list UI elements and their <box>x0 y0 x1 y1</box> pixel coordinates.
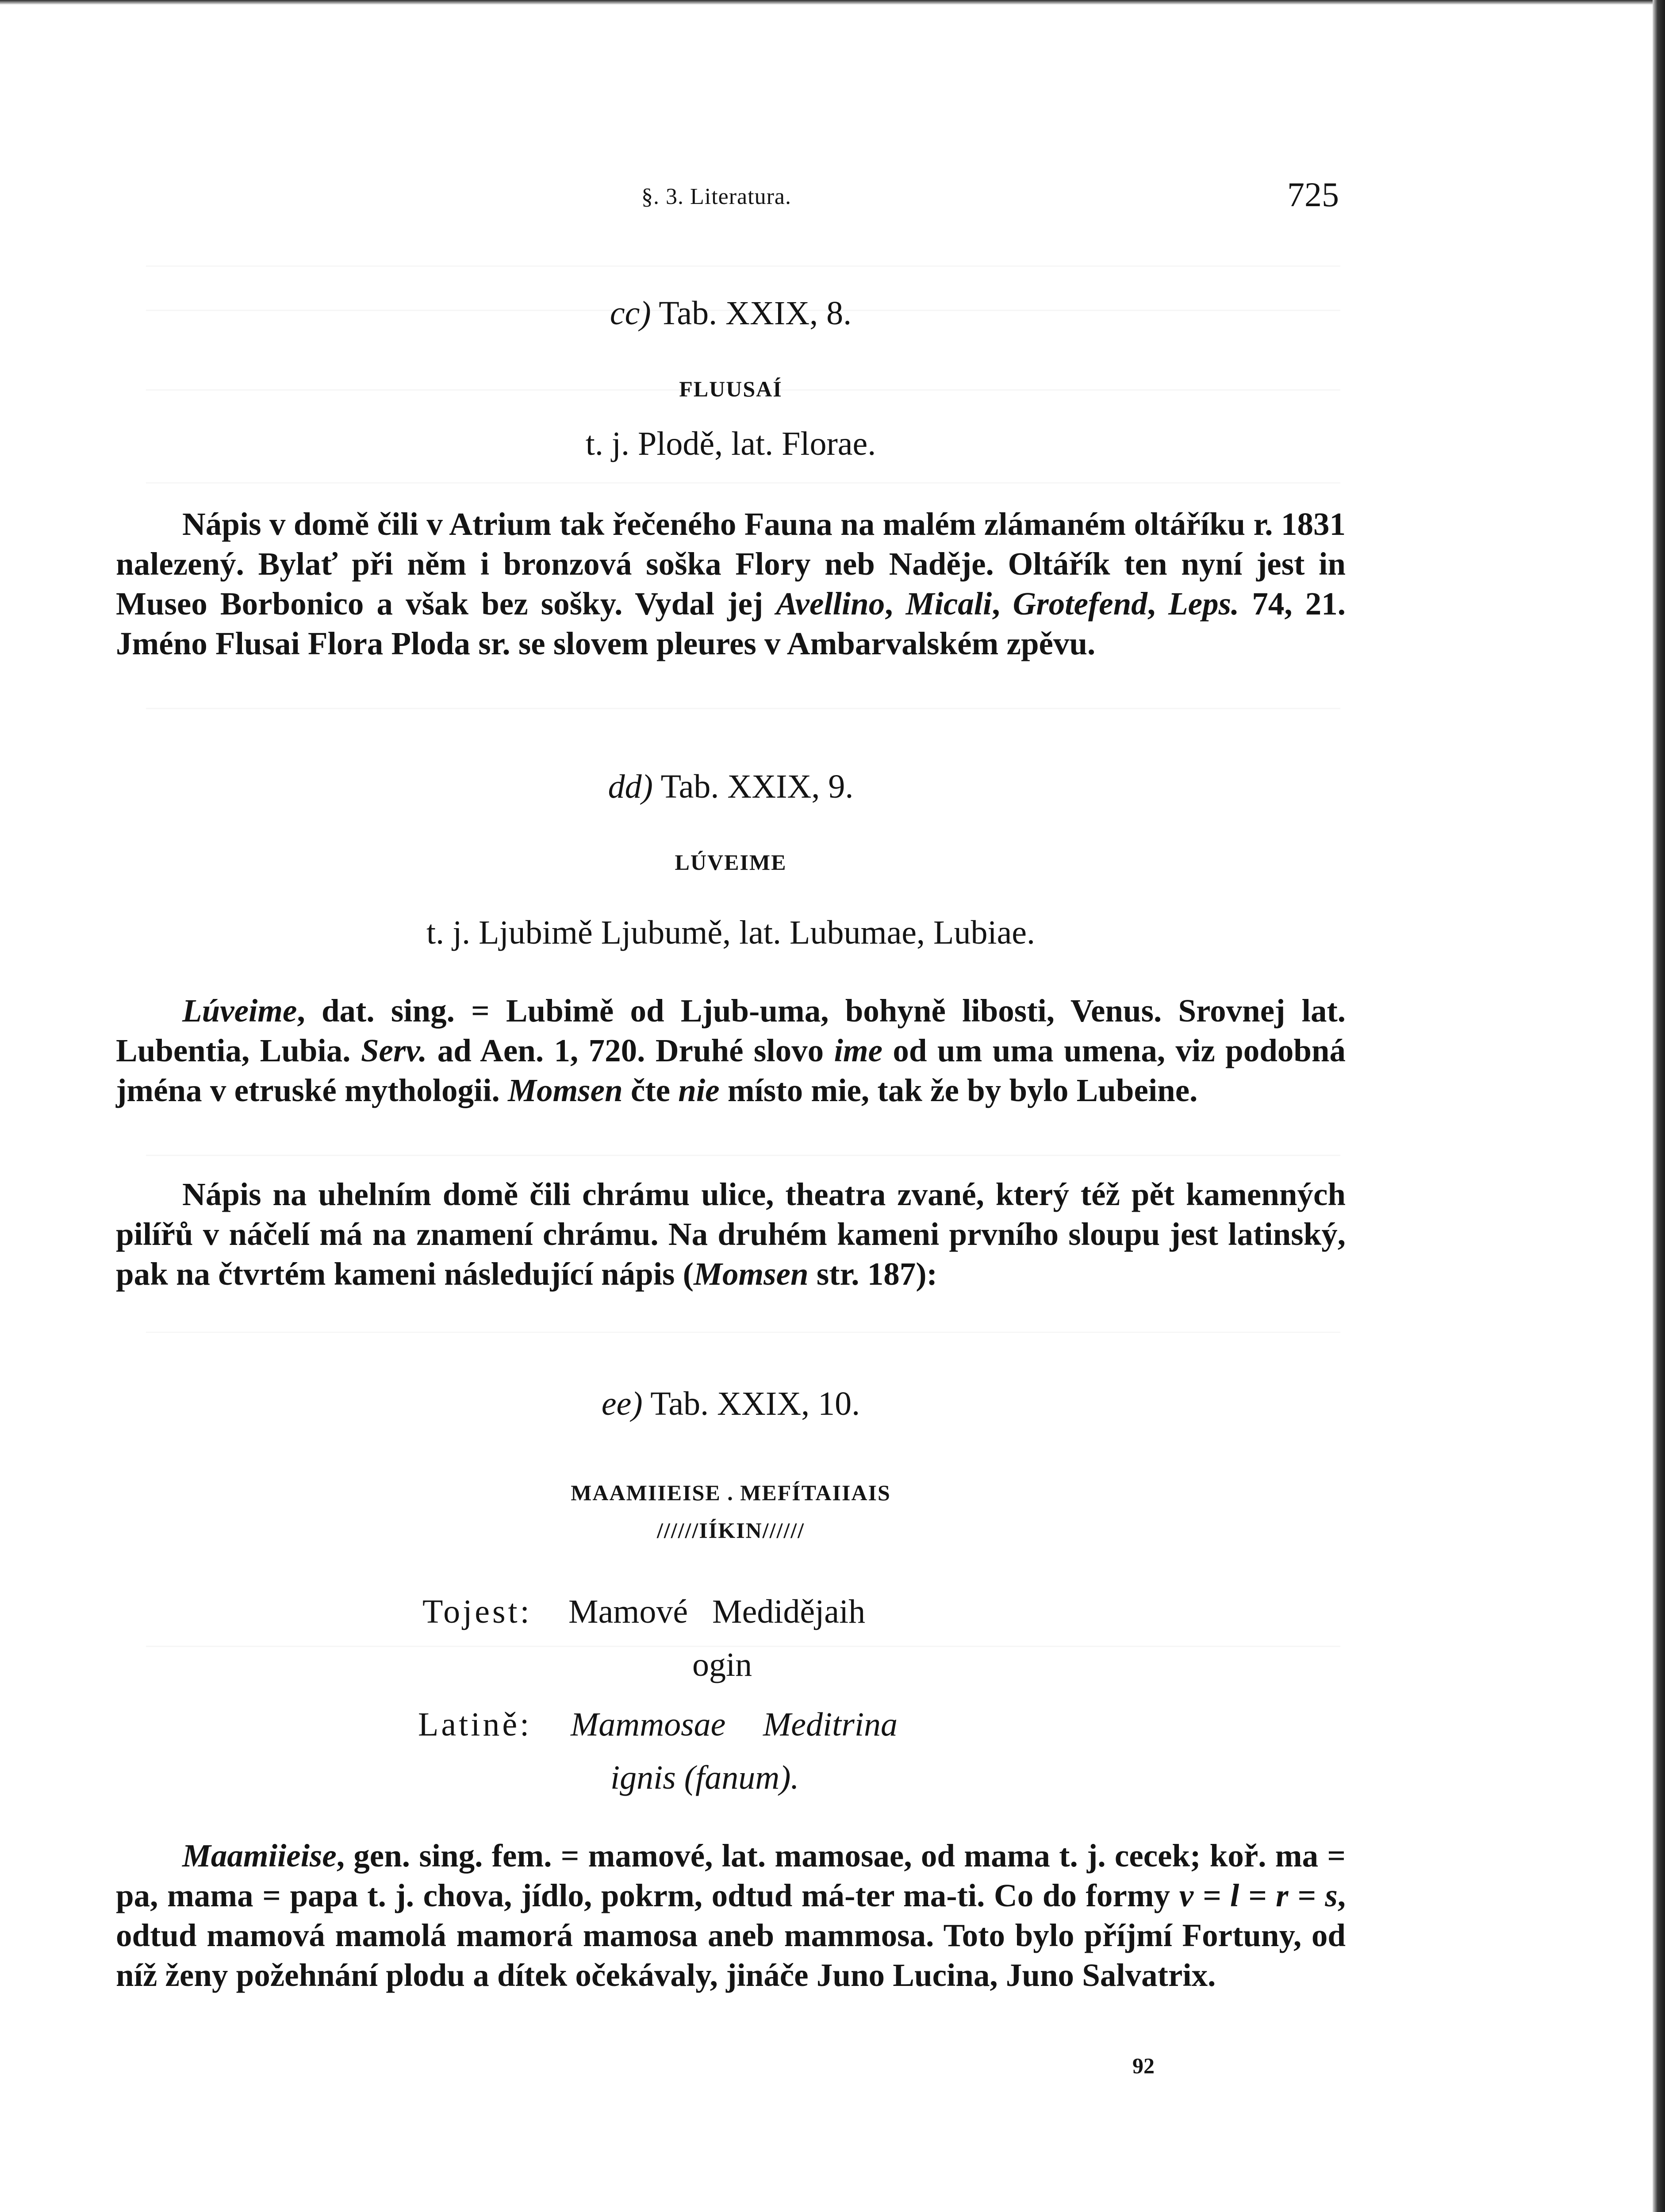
bleed-through-line <box>146 1155 1340 1156</box>
section-label: ee) <box>601 1385 643 1422</box>
text-run: , dat. sing. = Lubimě od Ljub-uma, bohyně libosti, Venus. Srovnej lat. Lubentia, Lubia. <box>116 993 1346 1068</box>
paragraph-maamiieise <box>116 1836 1346 1995</box>
term: ime <box>834 1033 882 1068</box>
page-binding-edge <box>1653 0 1665 2212</box>
latine-label: Latině: <box>418 1706 532 1743</box>
term: nie <box>678 1072 720 1108</box>
author-name: Momsen <box>693 1256 809 1292</box>
author-name: Momsen <box>508 1072 623 1108</box>
page-number: 725 <box>1287 175 1339 214</box>
text-run: Nápis v domě čili v Atrium tak řečeného Fauna na malém zlámaném oltáříku r. 1831 nalezený. Bylať při něm i bronzová soška Flory neb Naděje. Oltářík ten nyní jest in Museo Borbonico a však bez sošky. Vydal jej <box>116 506 1346 622</box>
table-reference: Tab. XXIX, 10. <box>650 1385 860 1422</box>
bleed-through-line <box>146 1332 1340 1333</box>
author-name: Leps. <box>1168 586 1239 622</box>
tojest-label: Tojest: <box>422 1593 532 1630</box>
bleed-through-line <box>146 265 1340 267</box>
author-name: Serv. <box>361 1033 427 1068</box>
section-label: cc) <box>610 295 651 332</box>
section-label: dd) <box>608 768 653 805</box>
bleed-through-line <box>146 482 1340 484</box>
table-reference: Tab. XXIX, 8. <box>659 295 852 332</box>
text-run: , odtud mamová mamolá mamorá mamosa aneb mammosa. Toto bylo příjmí Fortuny, od níž ženy požehnání plodu a dítek očekávaly, jináče Juno Lucina, Juno Salvatrix. <box>116 1878 1346 1993</box>
text-run: od um uma umena, viz podobná jména v etruské mythologii. <box>116 1033 1346 1108</box>
running-title: §. 3. Literatura. <box>641 184 791 209</box>
paragraph-luveime <box>116 991 1346 1110</box>
author-name: Micali <box>905 586 992 622</box>
text-run: ad Aen. 1, 720. Druhé slovo <box>427 1033 834 1068</box>
author-name: Grotefend <box>1013 586 1147 622</box>
inscription-maamiieise-line1: MAAMIIEISE . MEFÍTAIIAIS <box>571 1480 891 1505</box>
paragraph-uhelni-dum <box>116 1175 1346 1294</box>
author-name: Avellino <box>776 586 885 622</box>
text-run: , <box>1147 586 1169 622</box>
tojest-word: Medidějaih <box>712 1593 866 1630</box>
text-run: Nápis na uhelním domě čili chrámu ulice, theatra zvané, který též pět kamenných pilířů v náčelí má na znamení chrámu. Na druhém kameni prvního sloupu jest latinský, pak na čtvrtém kameni následující nápis ( <box>116 1176 1346 1292</box>
text-run: čte <box>622 1072 679 1108</box>
latine-word: Meditrina <box>763 1706 898 1743</box>
text-run: , gen. sing. fem. = mamové, lat. mamosae, od mama t. j. cecek; koř. ma = pa, mama = papa t. j. chova, jídlo, pokrm, odtud má-ter ma-ti. Co do formy <box>116 1838 1346 1913</box>
term: Lúveime <box>182 993 297 1029</box>
text-run: , <box>992 586 1013 622</box>
table-reference: Tab. XXIX, 9. <box>660 768 854 805</box>
inscription-luveime: LÚVEIME <box>675 850 787 875</box>
inscription-fluusai: FLUUSAÍ <box>679 376 783 401</box>
paragraph-fluusai <box>116 504 1346 664</box>
tojest-word: Mamové <box>568 1593 688 1630</box>
bleed-through-line <box>146 708 1340 709</box>
text-run: 74, 21. Jméno Flusai Flora Ploda sr. se slovem pleures v Ambarvalském zpěvu. <box>116 586 1346 661</box>
formula: v = l = r = s <box>1179 1878 1338 1913</box>
section-heading-ee <box>116 1385 1346 1423</box>
latine-word: Mammosae <box>571 1706 726 1743</box>
inscription-maamiieise-line2: //////IÍKIN////// <box>656 1518 805 1543</box>
term: Maamiieise <box>182 1838 337 1874</box>
latine-word: ignis (fanum). <box>610 1759 799 1796</box>
translation-line: t. j. Ljubimě Ljubumě, lat. Lubumae, Lubiae. <box>426 914 1036 951</box>
text-run: místo mie, tak že by bylo Lubeine. <box>719 1072 1198 1108</box>
section-heading-dd <box>116 768 1346 806</box>
section-heading-cc <box>116 294 1346 333</box>
text-run: , <box>885 586 906 622</box>
text-run: str. 187): <box>808 1256 937 1292</box>
signature-mark: 92 <box>1132 2053 1155 2078</box>
translation-line: t. j. Plodě, lat. Florae. <box>585 425 876 462</box>
page-top-edge <box>0 0 1665 4</box>
tojest-word: ogin <box>692 1646 752 1683</box>
